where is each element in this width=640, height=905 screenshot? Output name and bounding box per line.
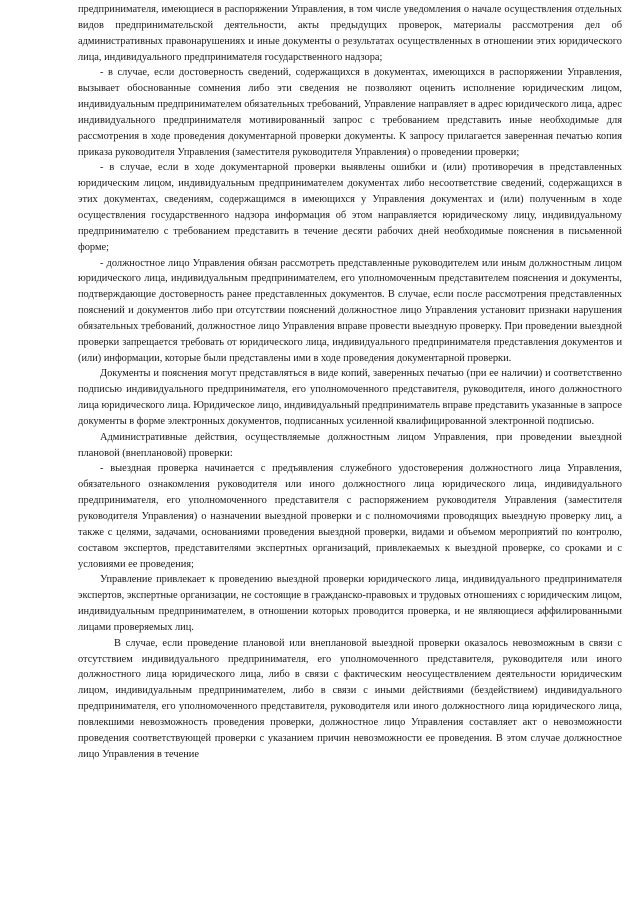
paragraph-5: Документы и пояснения могут представляться в виде копий, заверенных печатью (при ее наличии) и соответственно подписью индивидуального предпринимателя, его уполномоченного представителя, руководителя, иного должностного лица юридического лица. Юридическое лицо, индивидуальный предприниматель вправе представить указанные в запросе документы в форме электронных документов, подписанных усиленной квалифицированной электронной подписью. bbox=[78, 368, 622, 427]
paragraph-9: В случае, если проведение плановой или внеплановой выездной проверки оказалось невозможным в связи с отсутствием индивидуального предпринимателя, его уполномоченного представителя, руководителя или иного должностного лица юридического лица, либо в связи с фактическим неосуществлением деятельности юридическим лицом, индивидуальным предпринимателем, либо в связи с иными действиями (бездействием) индивидуального предпринимателя, его уполномоченного представителя, руководителя или иного должностного лица юридического лица, повлекшими невозможность проведения проверки, должностное лицо Управления составляет акт о невозможности проведения соответствующей проверки с указанием причин невозможности ее проведения. В этом случае должностное лицо Управления в течение bbox=[78, 637, 622, 760]
paragraph-3: - в случае, если в ходе документарной проверки выявлены ошибки и (или) противоречия в представленных юридическим лицом, индивидуальным предпринимателем документах либо несоответствие сведений, содержащихся в этих документах, сведениям, содержащимся в имеющихся у Управления документах и (или) полученным в ходе осуществления государственного надзора информация об этом направляется юридическому лицу, индивидуальному предпринимателю с требованием представить в течение десяти рабочих дней необходимые пояснения в письменной форме; bbox=[78, 162, 622, 253]
paragraph-4: - должностное лицо Управления обязан рассмотреть представленные руководителем или иным должностным лицом юридического лица, индивидуальным предпринимателем, его уполномоченным представителем пояснения и документы, подтверждающие достоверность ранее представленных документов. В случае, если после рассмотрения представленных пояснений и документов либо при отсутствии пояснений должностное лицо Управления установит признаки нарушения обязательных требований, должностное лицо Управления вправе провести выездную проверку. При проведении выездной проверки запрещается требовать от юридического лица, индивидуального предпринимателя представления документов и (или) информации, которые были представлены ими в ходе проведения документарной проверки. bbox=[78, 257, 622, 364]
paragraph-1: предпринимателя, имеющиеся в распоряжении Управления, в том числе уведомления о начале осуществления отдельных видов предпринимательской деятельности, акты предыдущих проверок, материалы рассмотрения дел об административных правонарушениях и иные документы о результатах осуществленных в отношении этих юридического лица, индивидуального предпринимателя государственного надзора; bbox=[78, 4, 622, 63]
paragraph-8: Управление привлекает к проведению выездной проверки юридического лица, индивидуального предпринимателя экспертов, экспертные организации, не состоящие в гражданско-правовых и трудовых отношениях с юридическим лицом, индивидуальным предпринимателем, в отношении которых проводится проверка, и не являющиеся аффилированными лицами проверяемых лиц. bbox=[78, 574, 622, 633]
paragraph-2: - в случае, если достоверность сведений, содержащихся в документах, имеющихся в распоряжении Управления, вызывает обоснованные сомнения либо эти сведения не позволяют оценить исполнение юридическим лицом, индивидуальным предпринимателем обязательных требований, Управление направляет в адрес юридического лица, адрес индивидуального предпринимателя мотивированный запрос с требованием представить иные необходимые для рассмотрения в ходе проведения документарной проверки документы. К запросу прилагается заверенная печатью копия приказа руководителя Управления (заместителя руководителя Управления) о проведении проверки; bbox=[78, 67, 622, 158]
paragraph-6: Административные действия, осуществляемые должностным лицом Управления, при проведении выездной плановой (внеплановой) проверки: bbox=[78, 431, 622, 459]
paragraph-7: - выездная проверка начинается с предъявления служебного удостоверения должностного лица Управления, обязательного ознакомления руководителя или иного должностного лица юридического лица, индивидуального предпринимателя, его уполномоченного представителя с распоряжением руководителя Управления (заместителя руководителя Управления) о назначении выездной проверки и с полномочиями проводящих выездную проверку лиц, а также с целями, задачами, основаниями проведения выездной проверки, видами и объемом мероприятий по контролю, составом экспертов, представителями экспертных организаций, привлекаемых к выездной проверке, со сроками и с условиями ее проведения; bbox=[78, 463, 622, 570]
